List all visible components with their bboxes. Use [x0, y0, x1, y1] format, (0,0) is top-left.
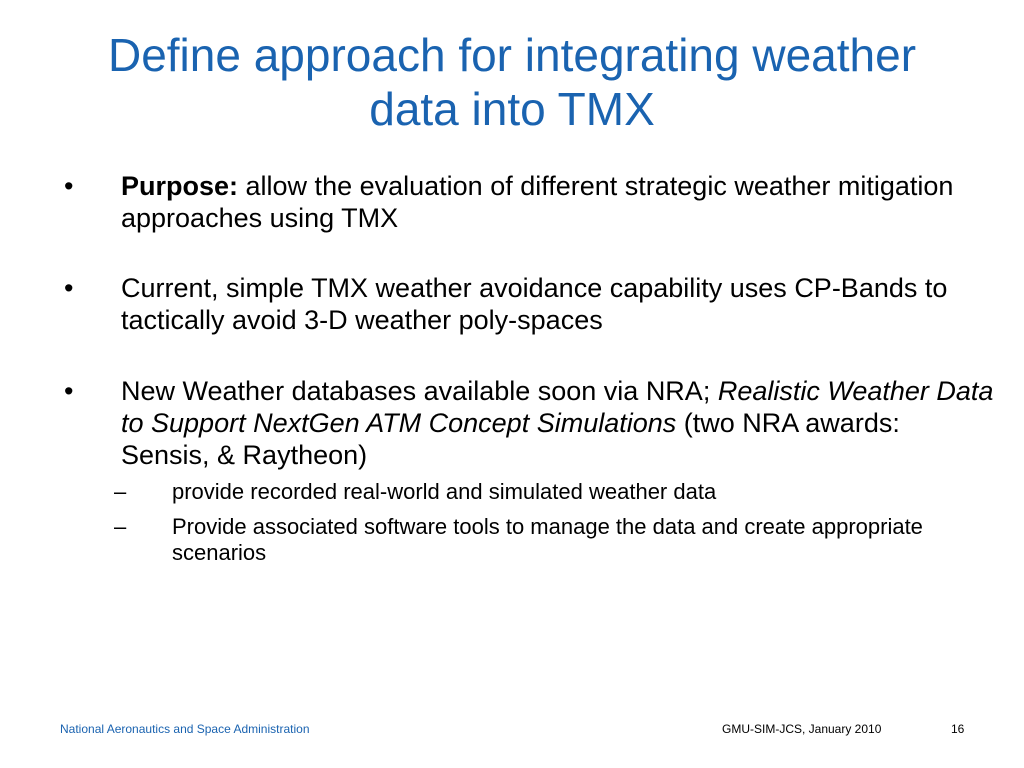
footer-page-number: 16: [951, 722, 965, 736]
title-line-1: Define approach for integrating weather: [107, 29, 917, 81]
slide-title: [30, 28, 994, 136]
subbullet-recorded-data-text: provide recorded real-world and simulated weather data: [172, 479, 717, 504]
bullet-current-capability-text: Current, simple TMX weather avoidance capability uses CP-Bands to tactically avoid 3-D weather poly-spaces: [121, 273, 948, 335]
subbullet-recorded-data: [64, 479, 994, 505]
slide-content: [64, 170, 994, 566]
bullet-purpose-label: Purpose:: [121, 171, 239, 201]
subbullet-software-tools: [64, 514, 994, 566]
subbullet-marker: –: [114, 514, 127, 539]
bullet-new-databases-text: New Weather databases available soon via NRA;: [121, 376, 718, 406]
bullet-current-capability: [64, 272, 994, 336]
bullet-new-databases-text-after: (two NRA awards: Sensis, & Raytheon): [121, 408, 900, 470]
subbullet-marker: –: [114, 479, 127, 504]
footer-organization: National Aeronautics and Space Administration: [60, 722, 310, 736]
footer-event: GMU-SIM-JCS, January 2010: [722, 722, 882, 736]
bullet-marker: •: [64, 171, 74, 201]
title-line-2: data into TMX: [369, 83, 655, 135]
bullet-purpose: [64, 170, 994, 234]
bullet-purpose-text: allow the evaluation of different strategic weather mitigation approaches using TMX: [121, 171, 954, 233]
subbullet-software-tools-text: Provide associated software tools to manage the data and create appropriate scenarios: [172, 514, 923, 565]
bullet-new-databases: [64, 375, 994, 471]
bullet-new-databases-italic: Realistic Weather Data to Support NextGen ATM Concept Simulations: [121, 376, 994, 438]
bullet-marker: •: [64, 376, 74, 406]
bullet-marker: •: [64, 273, 74, 303]
